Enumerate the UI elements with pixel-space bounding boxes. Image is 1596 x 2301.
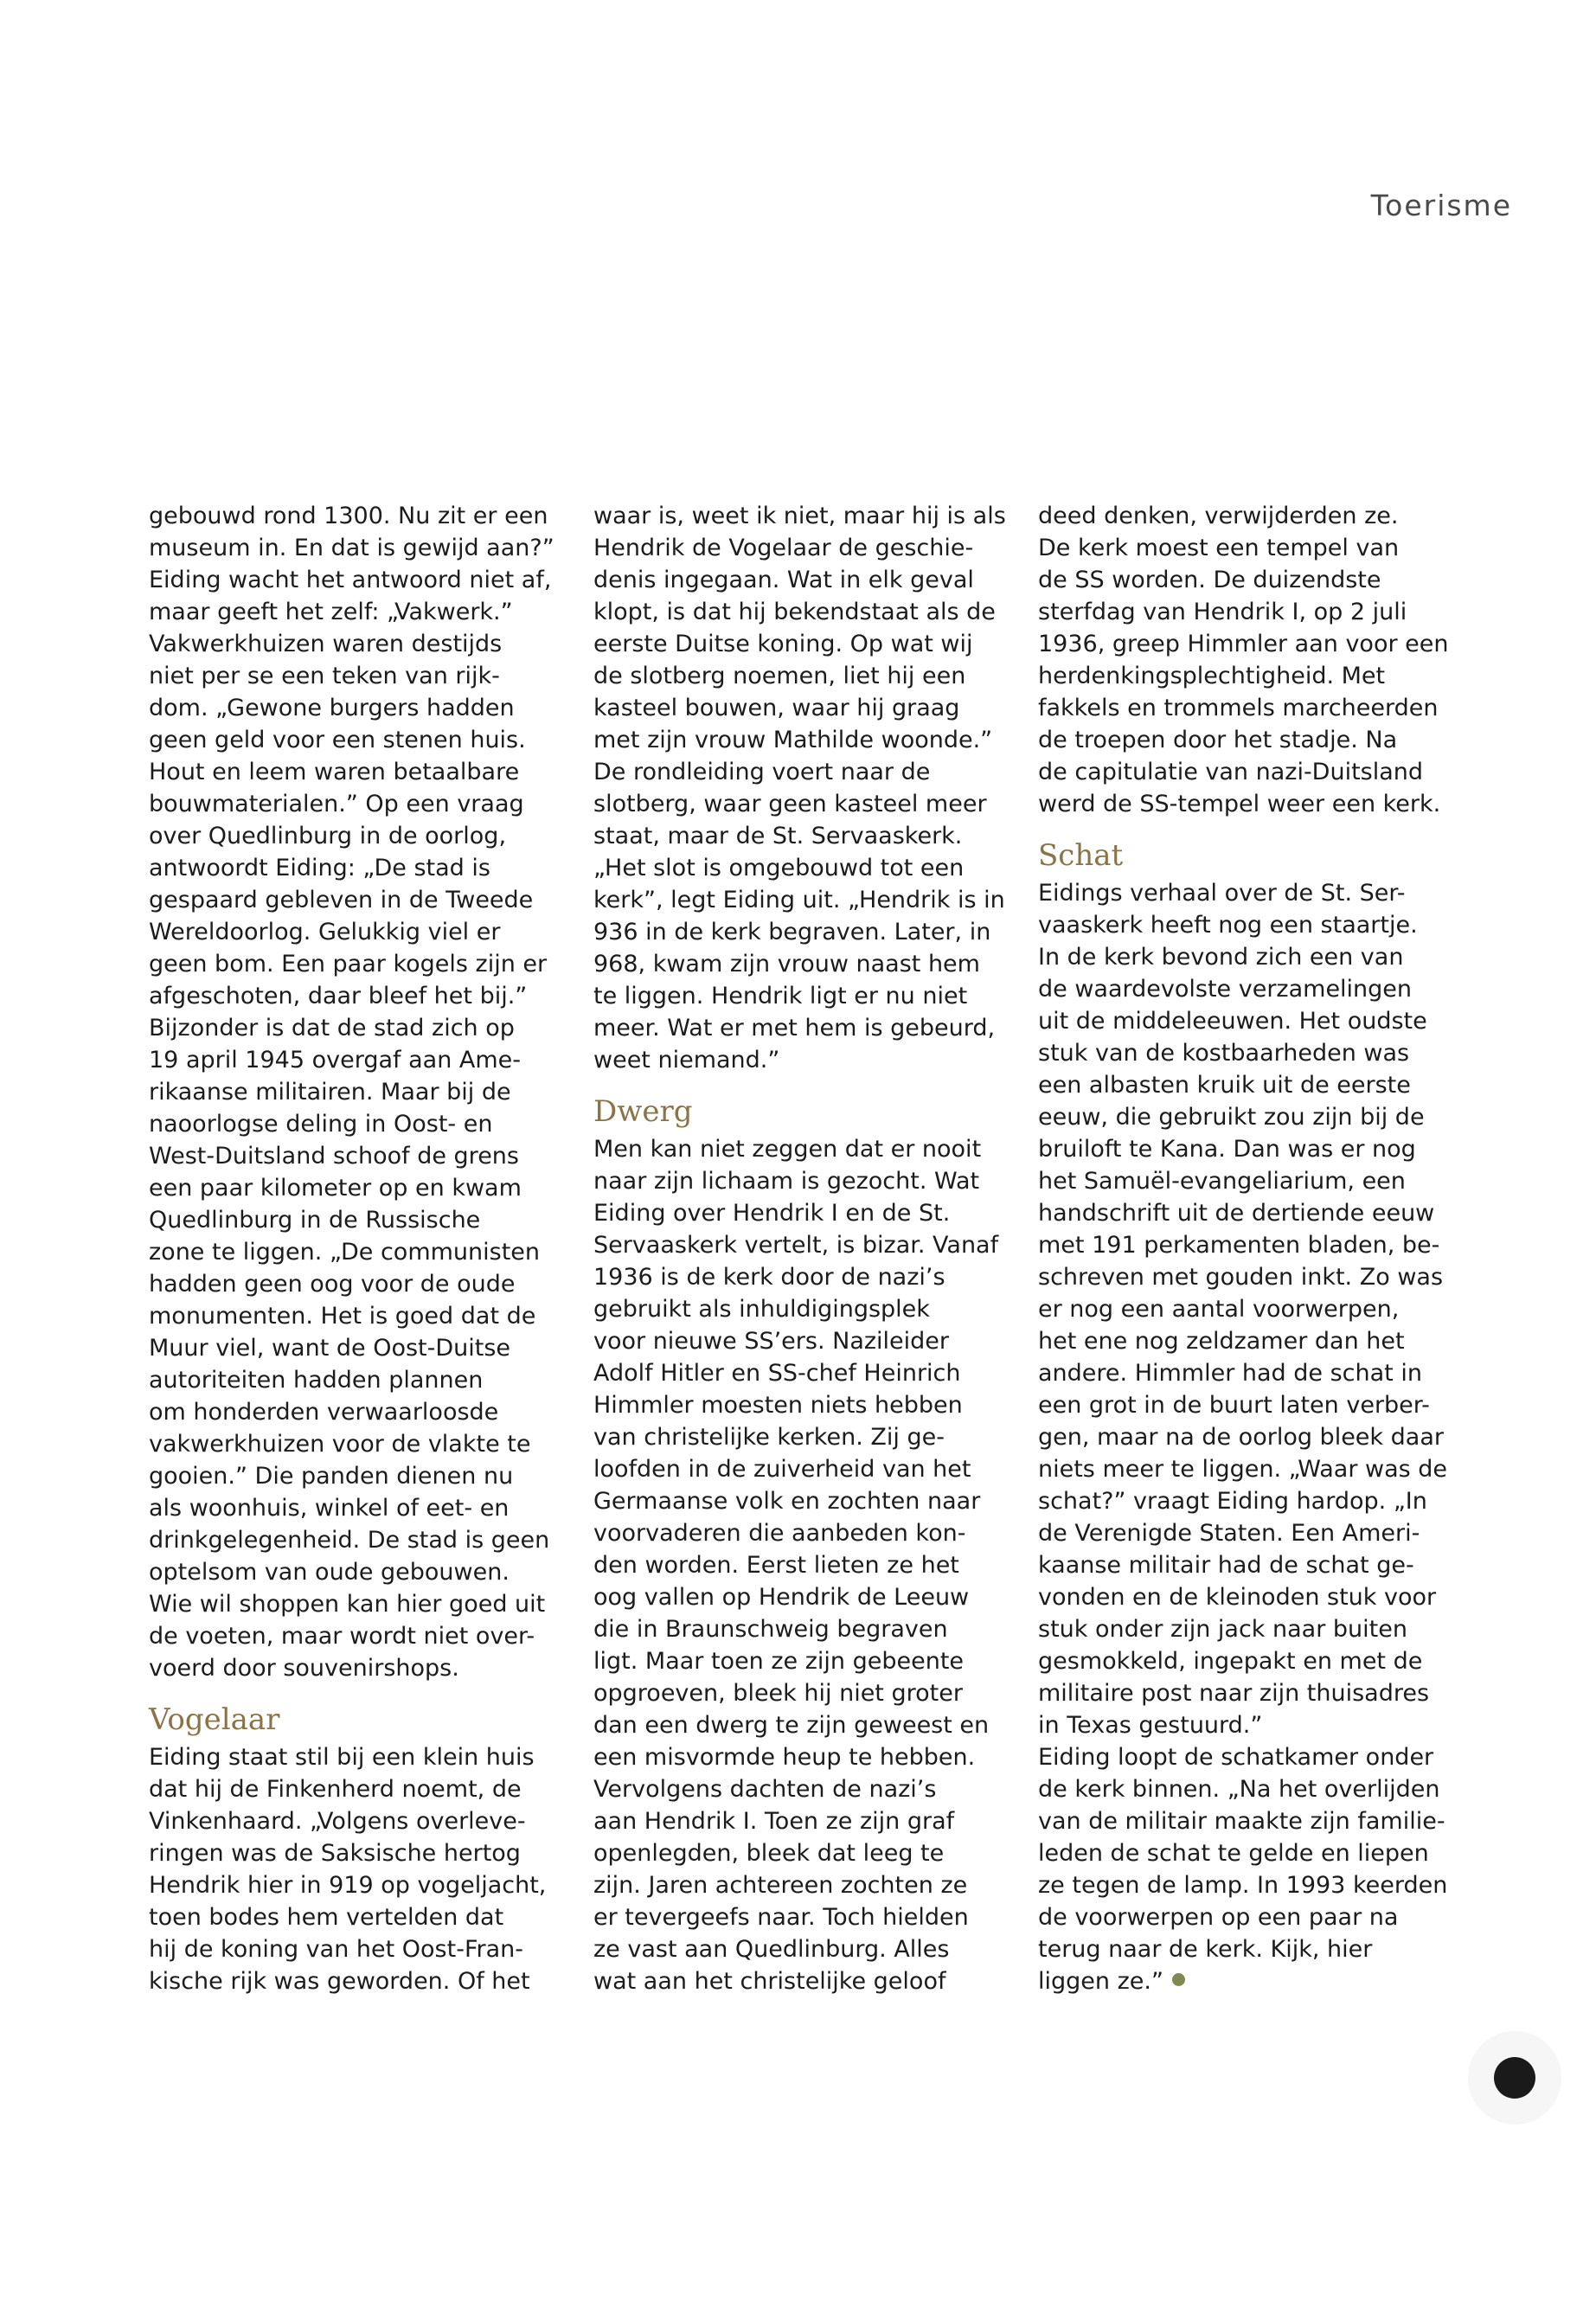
paragraph: deed denken, verwijderden ze. De kerk moest een tempel van de SS worden. De duizendste sterfdag van Hendrik I, op 2 juli 1936, greep Himmler aan voor een herdenkingsplechtigheid. Met fakkels en trommels marcheerden de troepen door het stadje. Na de capitulatie van nazi-Duitsland werd de SS-tempel weer een kerk. bbox=[1038, 503, 1449, 817]
article-column-3 bbox=[1038, 500, 1455, 1997]
page-badge-icon bbox=[1494, 2057, 1535, 2099]
paragraph-final bbox=[1038, 877, 1455, 1997]
paragraph-text: Eidings verhaal over de St. Ser- vaaskerk heeft nog een staartje. In de kerk bevond zich een van de waardevolste verzamelingen uit de middeleeuwen. Het oudste stuk van de kostbaarheden was een albasten kruik uit de eerste eeuw, die gebruikt zou zijn bij de bruiloft te Kana. Dan was er nog het Samuël-evangeliarium, een handschrift uit de dertiende eeuw met 191 perkamenten bladen, be- schreven met gouden inkt. Zo was er nog een aantal voorwerpen, het ene nog zeldzamer dan het andere. Himmler had de schat in een grot in de buurt laten verber- gen, maar na de oorlog bleek daar niets meer te liggen. „Waar was de schat?” vraagt Eiding hardop. „In de Verenigde Staten. Een Ameri- kaanse militair had de schat ge- vonden en de kleinoden stuk voor stuk onder zijn jack naar buiten gesmokkeld, ingepakt en met de militaire post naar zijn thuisadres in Texas gestuurd.” Eiding loopt de schatkamer onder de kerk binnen. „Na het overlijden van de militair maakte zijn familie- leden de schat te gelde en liepen ze tegen de lamp. In 1993 keerden de voorwerpen op een paar na terug naar de kerk. Kijk, hier liggen ze.” bbox=[1038, 880, 1448, 1995]
paragraph: Men kan niet zeggen dat er nooit naar zijn lichaam is gezocht. Wat Eiding over Hendrik I en de St. Servaaskerk vertelt, is bizar. Vanaf 1936 is de kerk door de nazi’s gebruikt als inhuldigingsplek voor nieuwe SS’ers. Nazileider Adolf Hitler en SS-chef Heinrich Himmler moesten niets hebben van christelijke kerken. Zij ge- loofden in de zuiverheid van het Germaanse volk en zochten naar voorvaderen die aanbeden kon- den worden. Eerst lieten ze het oog vallen op Hendrik de Leeuw die in Braunschweig begraven ligt. Maar toen ze zijn gebeente opgroeven, bleek hij niet groter dan een dwerg te zijn geweest en een misvormde heup te hebben. Vervolgens dachten de nazi’s aan Hendrik I. Toen ze zijn graf openlegden, bleek dat leeg te zijn. Jaren achtereen zochten ze er tevergeefs naar. Toch hielden ze vast aan Quedlinburg. Alles wat aan het christelijke geloof bbox=[593, 1136, 999, 1995]
paragraph: Eiding staat stil bij een klein huis dat hij de Finkenherd noemt, de Vinkenhaard. „Volgens overleve- ringen was de Saksische hertog Hendrik hier in 919 op vogeljacht, toen bodes hem vertelden dat hij de koning van het Oost-Fran- kische rijk was geworden. Of het bbox=[149, 1744, 547, 1995]
end-dot-icon bbox=[1172, 1973, 1185, 1986]
section-label: Toerisme bbox=[1370, 189, 1512, 222]
subheading-schat: Schat bbox=[1038, 838, 1124, 873]
subheading-dwerg: Dwerg bbox=[593, 1094, 693, 1129]
subheading-vogelaar: Vogelaar bbox=[149, 1702, 280, 1737]
article-column-1 bbox=[149, 500, 566, 1997]
paragraph: gebouwd rond 1300. Nu zit er een museum in. En dat is gewijd aan?” Eiding wacht het antwoord niet af, maar geeft het zelf: „Vakwerk.” Vakwerkhuizen waren destijds niet per se een teken van rijk- dom. „Gewone burgers hadden geen geld voor een stenen huis. Hout en leem waren betaalbare bouwmaterialen.” Op een vraag over Quedlinburg in de oorlog, antwoordt Eiding: „De stad is gespaard gebleven in de Tweede Wereldoorlog. Gelukkig viel er geen bom. Een paar kogels zijn er afgeschoten, daar bleef het bij.” Bijzonder is dat de stad zich op 19 april 1945 overgaf aan Ame- rikaanse militairen. Maar bij de naoorlogse deling in Oost- en West-Duitsland schoof de grens een paar kilometer op en kwam Quedlinburg in de Russische zone te liggen. „De communisten hadden geen oog voor de oude monumenten. Het is goed dat de Muur viel, want de Oost-Duitse autoriteiten hadden plannen om honderden verwaarloosde vakwerkhuizen voor de vlakte te gooien.” Die panden dienen nu als woonhuis, winkel of eet- en drinkgelegenheid. De stad is geen optelsom van oude gebouwen. Wie wil shoppen kan hier goed uit de voeten, maar wordt niet over- voerd door souvenirshops. bbox=[149, 503, 554, 1682]
paragraph: waar is, weet ik niet, maar hij is als Hendrik de Vogelaar de geschie- denis ingegaan. Wat in elk geval klopt, is dat hij bekendstaat als de eerste Duitse koning. Op wat wij de slotberg noemen, liet hij een kasteel bouwen, waar hij graag met zijn vrouw Mathilde woonde.” De rondleiding voert naar de slotberg, waar geen kasteel meer staat, maar de St. Servaaskerk. „Het slot is omgebouwd tot een kerk”, legt Eiding uit. „Hendrik is in 936 in de kerk begraven. Later, in 968, kwam zijn vrouw naast hem te liggen. Hendrik ligt er nu niet meer. Wat er met hem is gebeurd, weet niemand.” bbox=[593, 503, 1006, 1074]
article-column-2 bbox=[593, 500, 1010, 1997]
